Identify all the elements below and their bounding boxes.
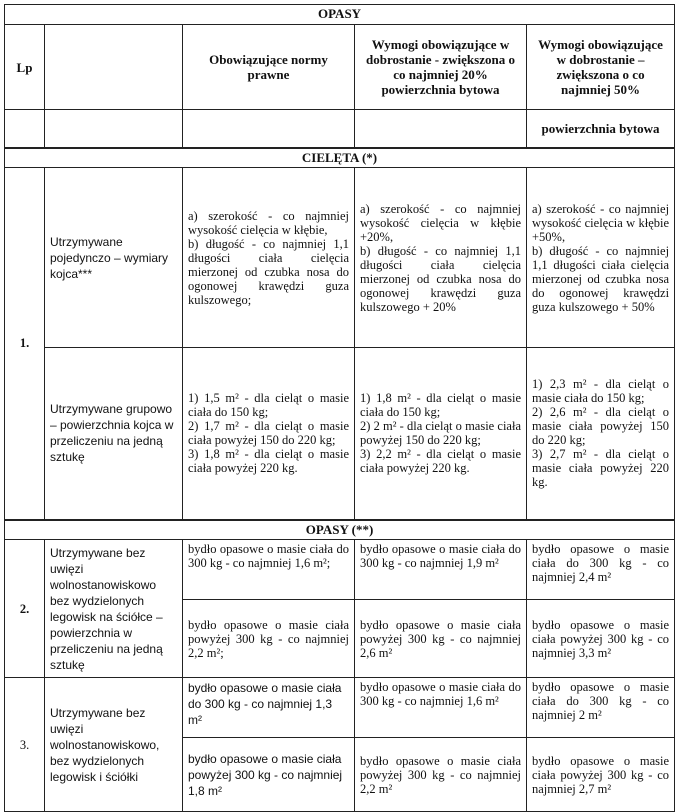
req50-line: 1) 2,3 m² - dla cieląt o masie ciała do 150 kg; <box>532 377 670 406</box>
req20-cell: bydło opasowe o masie ciała powyżej 300 kg - co najmniej 2,2 m² <box>355 738 527 812</box>
norm-cell: bydło opasowe o masie ciała do 300 kg - co najmniej 1,6 m²; <box>183 540 355 600</box>
req50-cell: bydło opasowe o masie ciała powyżej 300 kg - co najmniej 3,3 m² <box>527 600 675 678</box>
header-req50: Wymogi obowiązujące w dobrostanie – zwiększona o co najmniej 50% <box>527 25 675 110</box>
req20-line: 2) 2 m² - dla cieląt o masie ciała powyżej 150 do 220 kg; <box>360 419 521 448</box>
norm-cell: bydło opasowe o masie ciała powyżej 300 kg - co najmniej 1,8 m² <box>183 738 355 812</box>
row-number: 1. <box>5 168 45 520</box>
norm-line: 2) 1,7 m² - dla cieląt o masie ciała powyżej 150 do 220 kg; <box>188 419 349 448</box>
req20-cell: bydło opasowe o masie ciała do 300 kg - co najmniej 1,9 m² <box>355 540 527 600</box>
row-number: 2. <box>5 540 45 678</box>
req20-line: 3) 2,2 m² - dla cieląt o masie ciała powyżej 220 kg. <box>360 447 521 476</box>
norm-cell <box>183 168 355 348</box>
table-title: OPASY <box>5 5 675 25</box>
req20-line: a) szerokość - co najmniej wysokość cielęcia w kłębie +20%, <box>360 201 521 244</box>
req20-cell <box>355 348 527 520</box>
req50-cell <box>527 348 675 520</box>
req50-line: 3) 2,7 m² - dla cieląt o masie ciała powyżej 220 kg. <box>532 447 670 490</box>
norm-cell <box>183 348 355 520</box>
header-norms: Obowiązujące normy prawne <box>183 25 355 110</box>
row-category: Utrzymywane grupowo – powierzchnia kojca w przeliczeniu na jedną sztukę <box>45 348 183 520</box>
row-category: Utrzymywane pojedynczo – wymiary kojca*** <box>45 168 183 348</box>
header-req20: Wymogi obowiązujące w dobrostanie - zwiększona o co najmniej 20% powierzchnia bytowa <box>355 25 527 110</box>
norm-line: a) szerokość - co najmniej wysokość cielęcia w kłębie, <box>188 208 349 237</box>
req50-line: a) szerokość - co najmniej wysokość cielęcia w kłębie +50%, <box>532 201 670 244</box>
req20-cell: bydło opasowe o masie ciała powyżej 300 kg - co najmniej 2,6 m² <box>355 600 527 678</box>
row-category: Utrzymywane bez uwięzi wolnostanowiskowo bez wydzielonych legowisk na ściółce – powierzchnia w przeliczeniu na jedną sztukę <box>45 540 183 678</box>
req50-cell: bydło opasowe o masie ciała powyżej 300 kg - co najmniej 2,7 m² <box>527 738 675 812</box>
section-calves: CIELĘTA (*) <box>5 148 675 168</box>
header-empty-norms <box>183 110 355 148</box>
req50-line: b) długość - co najmniej 1,1 długości ciała cielęcia mierzonej od czubka nosa do ogonowej krawędzi guza kulszowego + 50% <box>532 243 670 314</box>
header-empty-req20 <box>355 110 527 148</box>
req20-line: 1) 1,8 m² - dla cieląt o masie ciała do 150 kg; <box>360 391 521 420</box>
norm-line: 3) 1,8 m² - dla cieląt o masie ciała powyżej 220 kg. <box>188 447 349 476</box>
req50-line: 2) 2,6 m² - dla cieląt o masie ciała powyżej 150 do 220 kg; <box>532 405 670 448</box>
req50-cell <box>527 168 675 348</box>
norm-line: b) długość - co najmniej 1,1 długości ciała cielęcia mierzonej od czubka nosa do ogonowej krawędzi guza kulszowego; <box>188 236 349 307</box>
req20-cell: bydło opasowe o masie ciała do 300 kg - co najmniej 1,6 m² <box>355 678 527 738</box>
norm-line: 1) 1,5 m² - dla cieląt o masie ciała do 150 kg; <box>188 391 349 420</box>
header-empty-lp <box>5 110 45 148</box>
header-req50-continued: powierzchnia bytowa <box>527 110 675 148</box>
requirements-table <box>4 4 675 812</box>
header-lp: Lp <box>5 25 45 110</box>
row-number: 3. <box>5 678 45 812</box>
req50-cell: bydło opasowe o masie ciała do 300 kg - co najmniej 2 m² <box>527 678 675 738</box>
req20-cell <box>355 168 527 348</box>
row-category: Utrzymywane bez uwięzi wolnostanowiskowo, bez wydzielonych legowisk i ściółki <box>45 678 183 812</box>
section-fattening: OPASY (**) <box>5 520 675 540</box>
req50-cell: bydło opasowe o masie ciała do 300 kg - co najmniej 2,4 m² <box>527 540 675 600</box>
header-empty-category <box>45 110 183 148</box>
header-category <box>45 25 183 110</box>
norm-cell: bydło opasowe o masie ciała do 300 kg - co najmniej 1,3 m² <box>183 678 355 738</box>
req20-line: b) długość - co najmniej 1,1 długości ciała cielęcia mierzonej od czubka nosa do ogonowej krawędzi guza kulszowego + 20% <box>360 243 521 314</box>
norm-cell: bydło opasowe o masie ciała powyżej 300 kg - co najmniej 2,2 m²; <box>183 600 355 678</box>
